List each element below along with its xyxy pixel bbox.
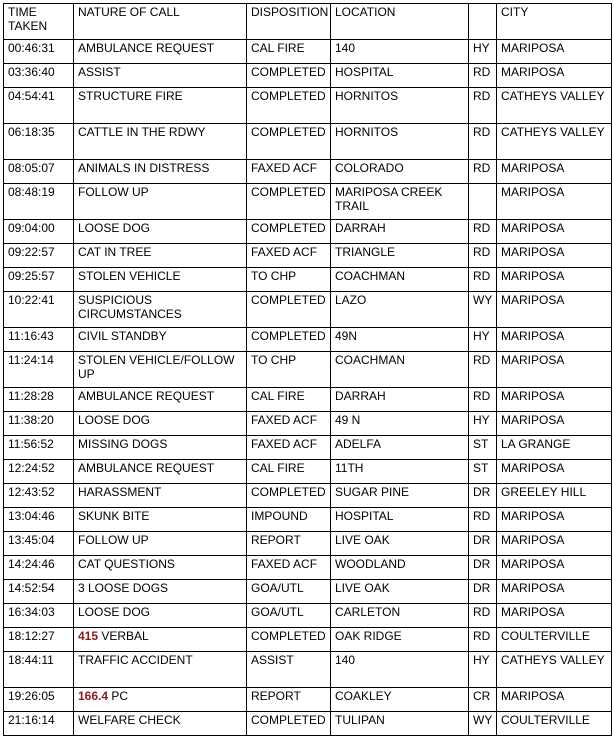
nature-of-call-cell: WELFARE CHECK bbox=[74, 712, 247, 736]
table-row bbox=[4, 484, 612, 508]
table-row bbox=[4, 244, 612, 268]
location-cell: CARLETON bbox=[331, 604, 469, 628]
location-cell: LAZO bbox=[331, 292, 469, 328]
nature-of-call-cell: AMBULANCE REQUEST bbox=[74, 460, 247, 484]
call-log-table bbox=[3, 3, 612, 736]
table-row bbox=[4, 604, 612, 628]
call-log-body bbox=[4, 40, 612, 736]
time-cell: 00:46:31 bbox=[4, 40, 74, 64]
location-cell: HORNITOS bbox=[331, 124, 469, 160]
street-type-cell: RD bbox=[469, 244, 497, 268]
time-cell: 14:52:54 bbox=[4, 580, 74, 604]
disposition-cell: REPORT bbox=[247, 688, 331, 712]
time-cell: 16:34:03 bbox=[4, 604, 74, 628]
nature-of-call-cell: HARASSMENT bbox=[74, 484, 247, 508]
nature-text: VERBAL bbox=[101, 629, 149, 643]
city-cell: MARIPOSA bbox=[497, 556, 612, 580]
disposition-cell: COMPLETED bbox=[247, 88, 331, 124]
location-cell: DARRAH bbox=[331, 220, 469, 244]
location-cell: 11TH bbox=[331, 460, 469, 484]
city-cell: MARIPOSA bbox=[497, 40, 612, 64]
table-row bbox=[4, 532, 612, 556]
header-nature-of-call: NATURE OF CALL bbox=[74, 4, 247, 40]
header-disposition: DISPOSITION bbox=[247, 4, 331, 40]
time-cell: 13:45:04 bbox=[4, 532, 74, 556]
disposition-cell: COMPLETED bbox=[247, 328, 331, 352]
nature-of-call-cell: TRAFFIC ACCIDENT bbox=[74, 652, 247, 688]
street-type-cell: DR bbox=[469, 556, 497, 580]
city-cell: MARIPOSA bbox=[497, 292, 612, 328]
disposition-cell: IMPOUND bbox=[247, 508, 331, 532]
location-cell: 49 N bbox=[331, 412, 469, 436]
table-row bbox=[4, 292, 612, 328]
nature-text: PC bbox=[111, 689, 129, 703]
disposition-cell: CAL FIRE bbox=[247, 460, 331, 484]
street-type-cell: RD bbox=[469, 604, 497, 628]
city-cell: MARIPOSA bbox=[497, 688, 612, 712]
table-row bbox=[4, 628, 612, 652]
disposition-cell: COMPLETED bbox=[247, 484, 331, 508]
time-cell: 13:04:46 bbox=[4, 508, 74, 532]
disposition-cell: CAL FIRE bbox=[247, 388, 331, 412]
city-cell: MARIPOSA bbox=[497, 160, 612, 184]
time-cell: 03:36:40 bbox=[4, 64, 74, 88]
street-type-cell: RD bbox=[469, 220, 497, 244]
street-type-cell: HY bbox=[469, 40, 497, 64]
city-cell: MARIPOSA bbox=[497, 412, 612, 436]
table-row bbox=[4, 40, 612, 64]
location-cell: HORNITOS bbox=[331, 88, 469, 124]
table-row bbox=[4, 556, 612, 580]
street-type-cell: WY bbox=[469, 712, 497, 736]
time-cell: 19:26:05 bbox=[4, 688, 74, 712]
street-type-cell: DR bbox=[469, 580, 497, 604]
time-cell: 18:12:27 bbox=[4, 628, 74, 652]
disposition-cell: ASSIST bbox=[247, 652, 331, 688]
time-cell: 14:24:46 bbox=[4, 556, 74, 580]
nature-of-call-cell: CAT IN TREE bbox=[74, 244, 247, 268]
table-row bbox=[4, 268, 612, 292]
nature-of-call-cell: CAT QUESTIONS bbox=[74, 556, 247, 580]
table-row bbox=[4, 124, 612, 160]
location-cell: 140 bbox=[331, 652, 469, 688]
location-cell: TULIPAN bbox=[331, 712, 469, 736]
time-cell: 11:24:14 bbox=[4, 352, 74, 388]
street-type-cell: RD bbox=[469, 352, 497, 388]
table-row bbox=[4, 508, 612, 532]
street-type-cell: RD bbox=[469, 268, 497, 292]
time-cell: 09:22:57 bbox=[4, 244, 74, 268]
time-cell: 10:22:41 bbox=[4, 292, 74, 328]
street-type-cell: HY bbox=[469, 652, 497, 688]
street-type-cell: DR bbox=[469, 532, 497, 556]
city-cell: MARIPOSA bbox=[497, 268, 612, 292]
location-cell: HOSPITAL bbox=[331, 64, 469, 88]
location-cell: LIVE OAK bbox=[331, 532, 469, 556]
time-cell: 12:43:52 bbox=[4, 484, 74, 508]
city-cell: MARIPOSA bbox=[497, 352, 612, 388]
nature-of-call-cell: AMBULANCE REQUEST bbox=[74, 388, 247, 412]
location-cell: ADELFA bbox=[331, 436, 469, 460]
table-row bbox=[4, 388, 612, 412]
table-row bbox=[4, 712, 612, 736]
time-cell: 21:16:14 bbox=[4, 712, 74, 736]
time-cell: 11:56:52 bbox=[4, 436, 74, 460]
nature-of-call-cell: LOOSE DOG bbox=[74, 412, 247, 436]
time-cell: 08:05:07 bbox=[4, 160, 74, 184]
nature-of-call-cell: CIVIL STANDBY bbox=[74, 328, 247, 352]
disposition-cell: COMPLETED bbox=[247, 628, 331, 652]
disposition-cell: COMPLETED bbox=[247, 220, 331, 244]
disposition-cell: REPORT bbox=[247, 532, 331, 556]
location-cell: LIVE OAK bbox=[331, 580, 469, 604]
nature-of-call-cell: CATTLE IN THE RDWY bbox=[74, 124, 247, 160]
nature-of-call-cell: SUSPICIOUS CIRCUMSTANCES bbox=[74, 292, 247, 328]
city-cell: CATHEYS VALLEY bbox=[497, 88, 612, 124]
disposition-cell: TO CHP bbox=[247, 268, 331, 292]
nature-of-call-cell: LOOSE DOG bbox=[74, 220, 247, 244]
table-row bbox=[4, 652, 612, 688]
table-row bbox=[4, 184, 612, 220]
location-cell: 49N bbox=[331, 328, 469, 352]
city-cell: MARIPOSA bbox=[497, 244, 612, 268]
city-cell: COULTERVILLE bbox=[497, 628, 612, 652]
table-row bbox=[4, 328, 612, 352]
city-cell: MARIPOSA bbox=[497, 184, 612, 220]
street-type-cell: RD bbox=[469, 508, 497, 532]
street-type-cell: HY bbox=[469, 328, 497, 352]
time-cell: 08:48:19 bbox=[4, 184, 74, 220]
nature-of-call-cell: STOLEN VEHICLE bbox=[74, 268, 247, 292]
location-cell: MARIPOSA CREEK TRAIL bbox=[331, 184, 469, 220]
location-cell: 140 bbox=[331, 40, 469, 64]
disposition-cell: COMPLETED bbox=[247, 712, 331, 736]
street-type-cell: RD bbox=[469, 64, 497, 88]
disposition-cell: GOA/UTL bbox=[247, 604, 331, 628]
disposition-cell: FAXED ACF bbox=[247, 412, 331, 436]
time-cell: 11:38:20 bbox=[4, 412, 74, 436]
time-cell: 12:24:52 bbox=[4, 460, 74, 484]
disposition-cell: COMPLETED bbox=[247, 124, 331, 160]
header-time-taken: TIME TAKEN bbox=[4, 4, 74, 40]
header-street-type bbox=[469, 4, 497, 40]
nature-of-call-cell bbox=[74, 688, 247, 712]
location-cell: SUGAR PINE bbox=[331, 484, 469, 508]
street-type-cell: RD bbox=[469, 88, 497, 124]
nature-of-call-cell bbox=[74, 628, 247, 652]
city-cell: CATHEYS VALLEY bbox=[497, 124, 612, 160]
nature-of-call-cell: MISSING DOGS bbox=[74, 436, 247, 460]
nature-of-call-cell: FOLLOW UP bbox=[74, 532, 247, 556]
location-cell: TRIANGLE bbox=[331, 244, 469, 268]
nature-of-call-cell: FOLLOW UP bbox=[74, 184, 247, 220]
time-cell: 04:54:41 bbox=[4, 88, 74, 124]
disposition-cell: FAXED ACF bbox=[247, 244, 331, 268]
city-cell: MARIPOSA bbox=[497, 508, 612, 532]
table-row bbox=[4, 436, 612, 460]
table-row bbox=[4, 160, 612, 184]
nature-of-call-cell: AMBULANCE REQUEST bbox=[74, 40, 247, 64]
nature-of-call-cell: STRUCTURE FIRE bbox=[74, 88, 247, 124]
city-cell: MARIPOSA bbox=[497, 64, 612, 88]
nature-of-call-cell: ANIMALS IN DISTRESS bbox=[74, 160, 247, 184]
street-type-cell: DR bbox=[469, 484, 497, 508]
time-cell: 09:04:00 bbox=[4, 220, 74, 244]
city-cell: COULTERVILLE bbox=[497, 712, 612, 736]
nature-of-call-cell: LOOSE DOG bbox=[74, 604, 247, 628]
street-type-cell: RD bbox=[469, 388, 497, 412]
time-cell: 11:16:43 bbox=[4, 328, 74, 352]
penal-code: 415 bbox=[78, 629, 99, 643]
time-cell: 18:44:11 bbox=[4, 652, 74, 688]
street-type-cell: ST bbox=[469, 436, 497, 460]
street-type-cell: RD bbox=[469, 160, 497, 184]
disposition-cell: CAL FIRE bbox=[247, 40, 331, 64]
header-location: LOCATION bbox=[331, 4, 469, 40]
table-row bbox=[4, 688, 612, 712]
location-cell: COAKLEY bbox=[331, 688, 469, 712]
city-cell: CATHEYS VALLEY bbox=[497, 652, 612, 688]
city-cell: MARIPOSA bbox=[497, 604, 612, 628]
table-row bbox=[4, 352, 612, 388]
nature-of-call-cell: ASSIST bbox=[74, 64, 247, 88]
penal-code: 166.4 bbox=[78, 689, 109, 703]
location-cell: COACHMAN bbox=[331, 352, 469, 388]
street-type-cell: ST bbox=[469, 460, 497, 484]
disposition-cell: FAXED ACF bbox=[247, 556, 331, 580]
disposition-cell: COMPLETED bbox=[247, 184, 331, 220]
city-cell: MARIPOSA bbox=[497, 580, 612, 604]
location-cell: WOODLAND bbox=[331, 556, 469, 580]
street-type-cell: HY bbox=[469, 412, 497, 436]
nature-of-call-cell: STOLEN VEHICLE/FOLLOW UP bbox=[74, 352, 247, 388]
city-cell: MARIPOSA bbox=[497, 460, 612, 484]
location-cell: COACHMAN bbox=[331, 268, 469, 292]
location-cell: OAK RIDGE bbox=[331, 628, 469, 652]
table-row bbox=[4, 88, 612, 124]
street-type-cell: CR bbox=[469, 688, 497, 712]
header-city: CITY bbox=[497, 4, 612, 40]
city-cell: MARIPOSA bbox=[497, 328, 612, 352]
location-cell: HOSPITAL bbox=[331, 508, 469, 532]
table-row bbox=[4, 64, 612, 88]
city-cell: GREELEY HILL bbox=[497, 484, 612, 508]
city-cell: MARIPOSA bbox=[497, 220, 612, 244]
disposition-cell: TO CHP bbox=[247, 352, 331, 388]
table-row bbox=[4, 580, 612, 604]
time-cell: 11:28:28 bbox=[4, 388, 74, 412]
location-cell: COLORADO bbox=[331, 160, 469, 184]
disposition-cell: FAXED ACF bbox=[247, 160, 331, 184]
disposition-cell: COMPLETED bbox=[247, 292, 331, 328]
disposition-cell: GOA/UTL bbox=[247, 580, 331, 604]
table-row bbox=[4, 412, 612, 436]
street-type-cell: RD bbox=[469, 628, 497, 652]
disposition-cell: FAXED ACF bbox=[247, 436, 331, 460]
time-cell: 06:18:35 bbox=[4, 124, 74, 160]
nature-of-call-cell: SKUNK BITE bbox=[74, 508, 247, 532]
nature-of-call-cell: 3 LOOSE DOGS bbox=[74, 580, 247, 604]
city-cell: MARIPOSA bbox=[497, 532, 612, 556]
table-row bbox=[4, 220, 612, 244]
header-row bbox=[4, 4, 612, 40]
city-cell: MARIPOSA bbox=[497, 388, 612, 412]
location-cell: DARRAH bbox=[331, 388, 469, 412]
street-type-cell: WY bbox=[469, 292, 497, 328]
disposition-cell: COMPLETED bbox=[247, 64, 331, 88]
street-type-cell: RD bbox=[469, 124, 497, 160]
city-cell: LA GRANGE bbox=[497, 436, 612, 460]
street-type-cell bbox=[469, 184, 497, 220]
time-cell: 09:25:57 bbox=[4, 268, 74, 292]
table-row bbox=[4, 460, 612, 484]
